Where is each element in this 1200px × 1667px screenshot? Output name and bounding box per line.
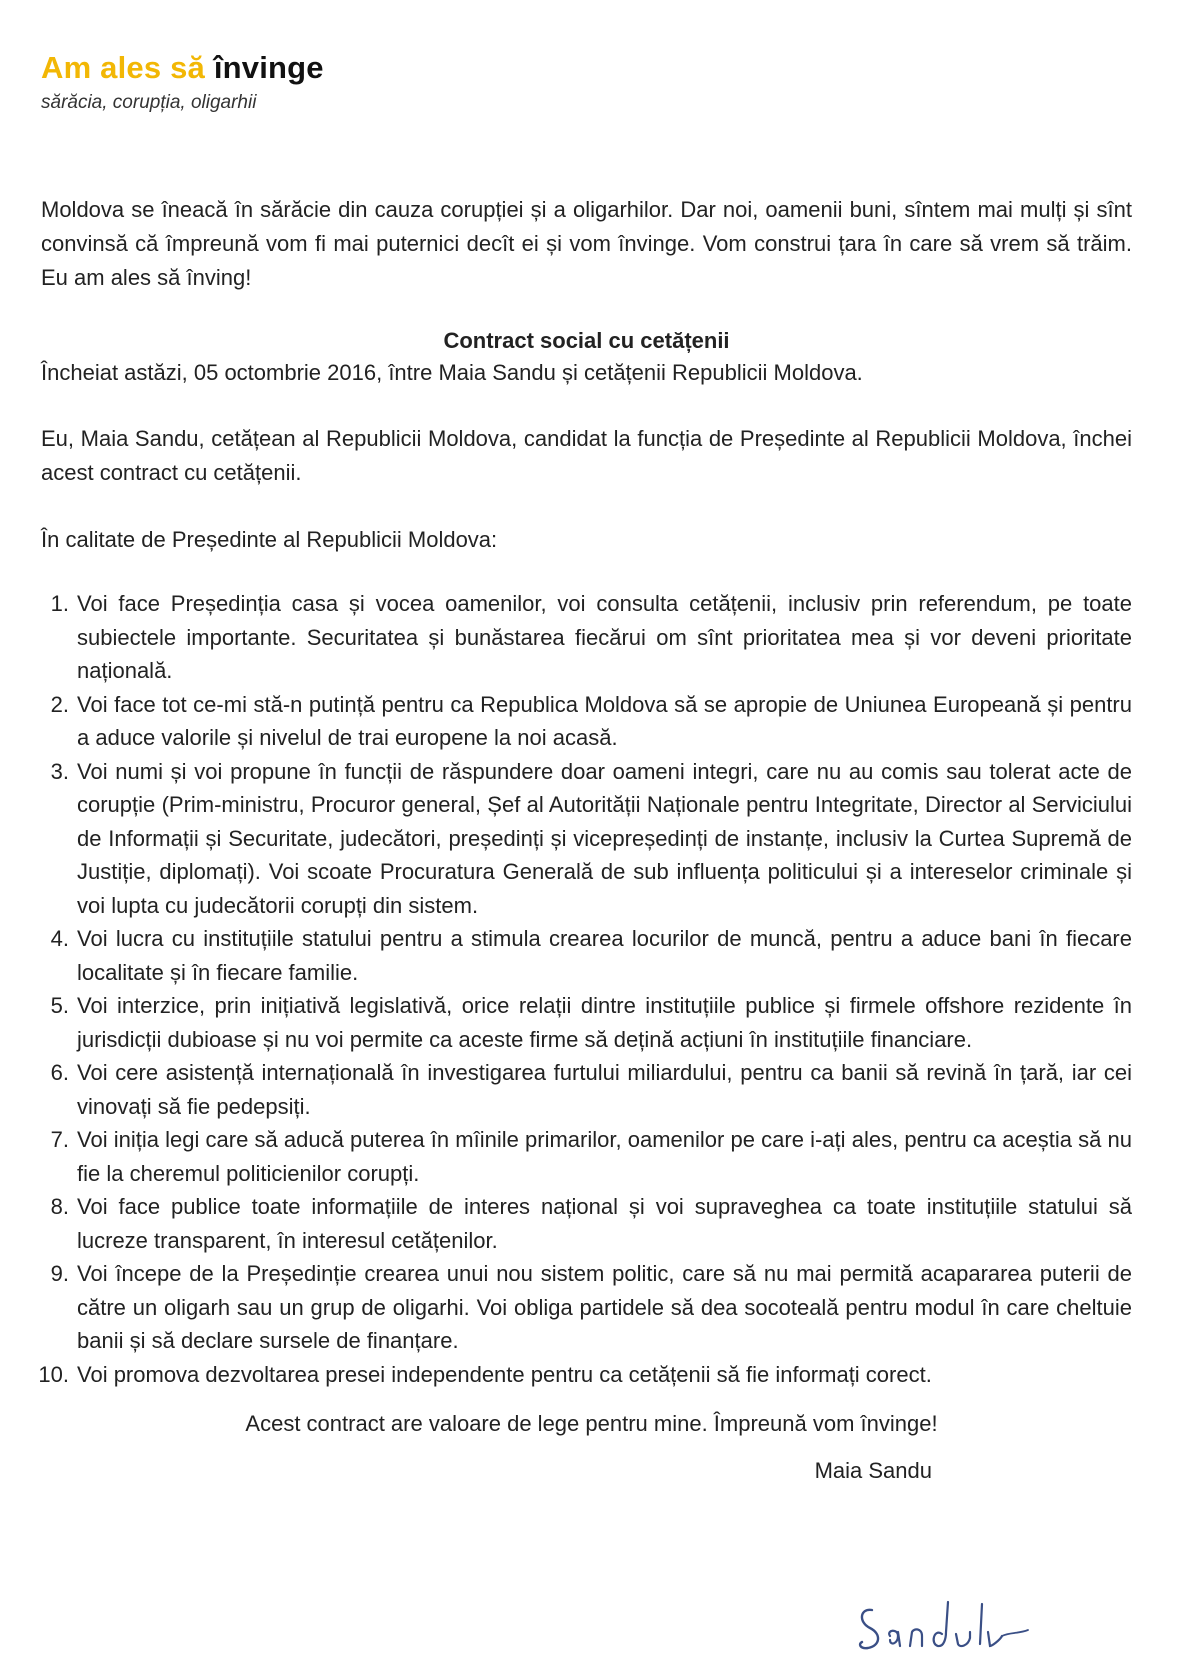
intro-paragraph: Moldova se îneacă în sărăcie din cauza corupției și a oligarhilor. Dar noi, oamenii buni, sîntem mai mulți și sînt convinsă că împreună vom fi mai puternici decît ei și vom învinge. Vom construi țara în care să vrem să trăim. Eu am ales să înving! (41, 197, 1132, 290)
list-item (41, 755, 1132, 923)
list-item (38, 1358, 1132, 1392)
list-item-text: Voi interzice, prin inițiativă legislativă, orice relații dintre instituțiile publice și firmele offshore rezidente în jurisdicții dubioase și nu voi permite ca aceste firme să dețină acțiuni în instituțiile financiare. (77, 993, 1132, 1052)
list-item (41, 989, 1132, 1056)
list-item-text: Voi numi și voi propune în funcții de răspundere doar oameni integri, care nu au comis sau tolerat acte de corupție (Prim-ministru, Procuror general, Șef al Autorității Naționale pentru Integritate, Director al Serviciului de Informații și Securitate, judecători, președinți și vicepreședinți de instanțe, inclusiv la Curtea Supremă de Justiție, diplomați). Voi scoate Procuratura Generală de sub influența politicului și a intereselor criminale și voi lupta cu judecătorii corupți din sistem. (77, 758, 1132, 918)
list-item-text: Voi face tot ce-mi stă-n putință pentru ca Republica Moldova să se apropie de Uniunea Europeană și pentru a aduce valorile și nivelul de trai europene la noi acasă. (77, 691, 1132, 750)
list-item-text: Voi iniția legi care să aducă puterea în mîinile primarilor, oamenilor pe care i-ați ales, pentru ca aceștia să nu fie la cheremul politicienilor corupți. (77, 1127, 1132, 1186)
contract-date-line: Încheiat astăzi, 05 octombrie 2016, între Maia Sandu și cetățenii Republicii Moldova. (41, 360, 863, 385)
list-item-number: 2. (50, 691, 69, 717)
commitments-list (38, 587, 1132, 1391)
list-item-text: Voi face Președinția casa și vocea oamenilor, voi consulta cetățenii, inclusiv prin referendum, pe toate subiectele importante. Securitatea și bunăstarea fiecărui om sînt prioritatea mea și vor deveni prioritate națională. (77, 591, 1132, 683)
list-item-text: Voi lucra cu instituțiile statului pentru a stimula crearea locurilor de muncă, pentru a aduce bani în fiecare localitate și în fiecare familie. (77, 926, 1132, 985)
list-item-text: Voi începe de la Președinție crearea unui nou sistem politic, care să nu mai permită acapararea puterii de către un oligarh sau un grup de oligarhi. Voi obliga partidele să dea socoteală pentru modul în care cheltuie banii și să declare sursele de finanțare. (77, 1261, 1132, 1353)
list-item-text: Voi cere asistență internațională în investigarea furtului miliardului, pentru ca banii să revină în țară, iar cei vinovați să fie pedepsiți. (77, 1060, 1132, 1119)
campaign-title (41, 48, 1132, 88)
list-item-number: 9. (50, 1261, 69, 1286)
campaign-title-accent: Am ales să (41, 50, 205, 85)
list-item-number: 5. (50, 993, 69, 1018)
list-item (41, 587, 1132, 688)
list-item (41, 1056, 1132, 1123)
declaration-paragraph: Eu, Maia Sandu, cetățean al Republicii Moldova, candidat la funcția de Președinte al Republicii Moldova, închei acest contract cu cetățenii. (41, 426, 1132, 485)
list-item (41, 1257, 1132, 1358)
campaign-title-emphasis: învinge (213, 50, 324, 85)
list-item-number: 8. (50, 1194, 69, 1219)
list-item (41, 1123, 1132, 1190)
list-item-number: 1. (50, 591, 69, 616)
list-intro: În calitate de Președinte al Republicii Moldova: (41, 527, 498, 552)
list-item-number: 4. (50, 926, 69, 951)
list-item (41, 922, 1132, 989)
list-item (41, 1190, 1132, 1257)
contract-title: Contract social cu cetățenii (443, 328, 730, 353)
list-item-text: Voi promova dezvoltarea presei independente pentru ca cetățenii să fie informați corect. (77, 1361, 932, 1387)
list-item-number: 6. (50, 1060, 69, 1085)
handwritten-signature (850, 1580, 1050, 1660)
campaign-subtitle: sărăcia, corupția, oligarhii (41, 92, 257, 113)
list-item (41, 688, 1132, 755)
signer-name: Maia Sandu (814, 1458, 932, 1483)
list-item-text: Voi face publice toate informațiile de interes național și voi supraveghea ca toate instituțiile statului să lucreze transparent, în interesul cetățenilor. (77, 1194, 1132, 1253)
list-item-number: 7. (50, 1127, 69, 1152)
list-item-number: 3. (50, 758, 69, 784)
closing-statement: Acest contract are valoare de lege pentru mine. Împreună vom învinge! (245, 1411, 938, 1436)
list-item-number: 10. (38, 1361, 69, 1387)
